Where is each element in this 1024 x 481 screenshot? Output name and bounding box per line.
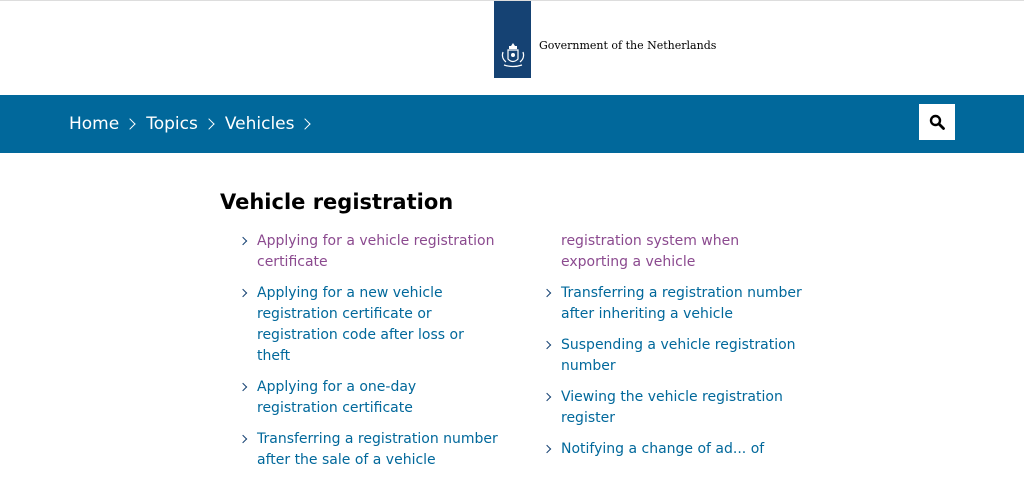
search-button[interactable]: [918, 103, 956, 141]
link-applying-registration-certificate[interactable]: Applying for a vehicle registration certificate: [257, 233, 495, 270]
link-suspending-registration[interactable]: Suspending a vehicle registration number: [561, 337, 796, 374]
link-one-day-certificate[interactable]: Applying for a one-day registration certificate: [257, 379, 417, 416]
link-export-continuation[interactable]: registration system when exporting a vehicle: [561, 233, 740, 270]
link-transfer-after-inheriting[interactable]: Transferring a registration number after inheriting a vehicle: [561, 285, 802, 322]
page-title: Vehicle registration: [220, 190, 454, 214]
list-item: [240, 283, 500, 367]
list-item-continuation: [544, 231, 804, 273]
list-item: [544, 335, 804, 377]
site-header: [0, 0, 1024, 95]
breadcrumb-home[interactable]: Home: [69, 114, 120, 134]
list-item: [240, 377, 500, 419]
search-icon: [929, 114, 945, 130]
government-logo[interactable]: [494, 1, 531, 78]
link-transfer-after-sale[interactable]: Transferring a registration number after the sale of a vehicle: [257, 431, 498, 468]
list-item: [240, 429, 500, 471]
list-item: [544, 387, 804, 429]
org-name: Government of the Netherlands: [539, 39, 717, 52]
breadcrumb: [69, 95, 321, 153]
list-item: [544, 439, 804, 460]
nav-bar: [0, 95, 1024, 153]
coat-of-arms-icon: [500, 40, 526, 70]
breadcrumb-vehicles[interactable]: Vehicles: [224, 114, 295, 134]
link-new-certificate-after-loss[interactable]: Applying for a new vehicle registration certificate or registration code after loss or theft: [257, 285, 464, 364]
link-notifying-change[interactable]: Notifying a change of ad... of: [561, 441, 765, 457]
list-item: [240, 231, 500, 273]
link-list-right: [544, 231, 804, 470]
chevron-right-icon: [203, 118, 214, 129]
chevron-right-icon: [125, 118, 136, 129]
list-item: [544, 283, 804, 325]
breadcrumb-topics[interactable]: Topics: [146, 114, 198, 134]
link-viewing-register[interactable]: Viewing the vehicle registration register: [561, 389, 783, 426]
chevron-right-icon: [300, 118, 311, 129]
link-list-left: [240, 231, 500, 481]
